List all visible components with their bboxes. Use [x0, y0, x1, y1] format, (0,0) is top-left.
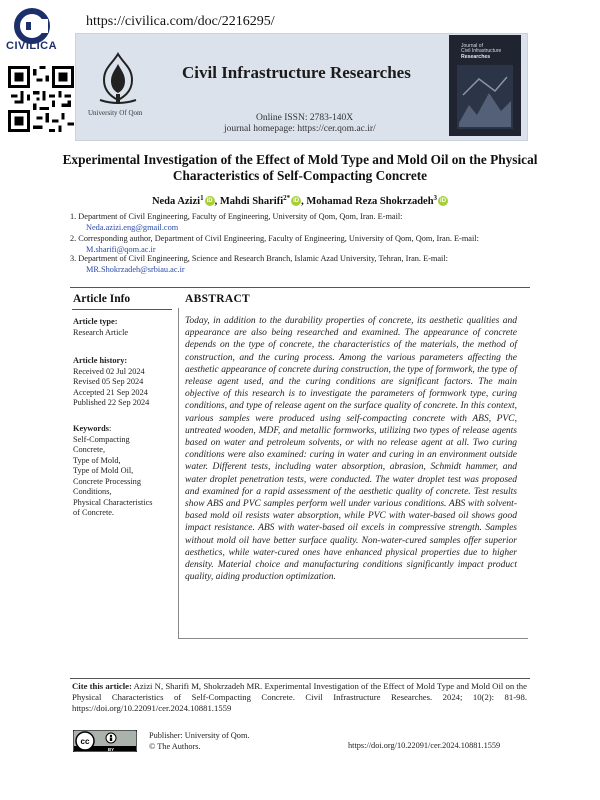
article-type: [73, 317, 128, 338]
keyword-item: Type of Mold,: [73, 455, 121, 465]
keywords: [73, 424, 153, 519]
author-list: Neda Azizi$^1$ iD , Mahdi Sharifi$^{2*}$ iD , Mohamad Reza Shokrzadeh$^3$ iD: [151, 194, 447, 207]
orcid-icon[interactable]: iD: [293, 198, 300, 204]
keywords-label: Keywords: [73, 424, 109, 433]
history-item: Revised 05 Sep 2024: [73, 377, 144, 386]
author-name: Mohamad Reza Shokrzadeh: [306, 196, 434, 207]
section-divider: [70, 287, 530, 288]
author-superscript: 2*: [283, 194, 291, 202]
source-url[interactable]: https://civilica.com/doc/2216295/: [86, 14, 275, 29]
citation-divider: [70, 678, 530, 679]
author-name: Mahdi Sharifi: [219, 196, 284, 207]
publisher-info: [149, 731, 249, 752]
article-history: [73, 356, 149, 409]
keywords-colon: :: [108, 424, 112, 433]
civilica-brand: CIVILICA: [6, 40, 58, 52]
orcid-icon[interactable]: iD: [440, 198, 447, 204]
citation-label: Cite this article:: [72, 681, 132, 691]
keyword-item: Physical Characteristics: [73, 497, 153, 507]
university-label: University Of Qom: [88, 109, 143, 117]
cover-line3: Researches: [461, 54, 491, 60]
article-info-divider: [72, 309, 172, 310]
civilica-logo-icon: [4, 6, 60, 62]
author-superscript: 3: [433, 194, 438, 202]
history-item: Received 02 Jul 2024: [73, 366, 145, 376]
keyword-item: of Concrete.: [73, 508, 115, 517]
qr-code-icon[interactable]: [8, 66, 74, 132]
cc-by-license-icon[interactable]: [73, 730, 137, 752]
author-superscript: 1: [200, 194, 204, 202]
journal-homepage[interactable]: journal homepage: https://cer.qom.ac.ir/: [224, 124, 376, 134]
cc-text: cc: [80, 737, 90, 746]
keyword-item: Concrete Processing: [73, 476, 141, 486]
history-item: Accepted 21 Sep 2024: [73, 387, 148, 397]
article-history-label: Article history:: [73, 356, 128, 365]
citation: [72, 681, 527, 714]
affiliation-email[interactable]: MR.Shokrzadeh@srbiau.ac.ir: [86, 264, 185, 274]
university-emblem-icon: [92, 50, 144, 108]
affiliation: [70, 234, 530, 255]
publisher: Publisher: University of Qom.: [149, 731, 250, 740]
journal-name: Civil Infrastructure Researches: [182, 63, 411, 82]
copyright: © The Authors.: [149, 741, 201, 751]
abstract-text: Today, in addition to the durability properties of concrete, its aesthetic qualities and appearance are also being researched and examined. The appearance of concrete depends on the type of concrete, the characteristics of the materials, the method of construction, and the curing process. Among the various parameters affecting the aesthetic appearance of concrete during construction, the type of formwork, the type of release agent used, and the curing conditions are significant factors. The main objective of this research is to investigate the parameters of formwork type, curing conditions, and type of release agent on the surface quality of concrete. In this context, various samples were produced using self-compacting concrete with ABS, PVC, untreated wooden, MDF, and metallic formworks, utilizing two types of release agents based on water and petroleum solvents, or with no release agent at all. Two curing conditions were also examined: curing in water and curing in an environment outside water. Different tests, including water absorption, abrasion, Schmidt hammer, and water droplet penetration tests, were conducted. The water droplet test was proposed and examined for a rapid assessment of the aesthetic quality of concrete. Test results show ABS and PVC samples perform well under various conditions. ABS with solvent-based mold oil resists water absorption, while PVC with water-based oil shows good impact resistance. ABS with water-based oil excels in compressive strength. Samples without mold oil have better surface quality. Non-water-cured samples offer superior aesthetics, while water-cured ones have enhanced physical properties due to higher density. Material choice and manufacturing conditions significantly impact product quality, aiding production optimization.: [185, 316, 517, 583]
affiliation: [70, 254, 530, 275]
article-type-value: Research Article: [73, 327, 129, 337]
affiliation-text: 1. Department of Civil Engineering, Faculty of Engineering, University of Qom, Qom, Iran. E-mail:: [70, 212, 403, 221]
keyword-item: Self-Compacting: [73, 434, 130, 444]
keyword-item: Type of Mold Oil,: [73, 466, 134, 475]
affiliation-email[interactable]: Neda.azizi.eng@gmail.com: [86, 222, 179, 232]
affiliation: [70, 212, 530, 233]
author-name: Neda Azizi: [151, 196, 201, 207]
abstract-heading: ABSTRACT: [185, 293, 251, 305]
keyword-item: Concrete,: [73, 445, 106, 454]
cover-line1: Journal of: [461, 43, 483, 49]
history-item: Published 22 Sep 2024: [73, 398, 150, 407]
affiliation-text: 2. Corresponding author, Department of Civil Engineering, Faculty of Engineering, University of Qom, Qom, Iran. E-mail:: [70, 234, 479, 243]
keyword-item: Conditions,: [73, 487, 112, 496]
article-title: Experimental Investigation of the Effect of Mold Type and Mold Oil on the Physical Characteristics of Self-Compacting Concrete: [62, 152, 538, 183]
affiliation-email[interactable]: M.sharifi@qom.ac.ir: [86, 244, 156, 254]
doi-link[interactable]: https://doi.org/10.22091/cer.2024.10881.1559: [348, 741, 501, 750]
article-info-heading: Article Info: [73, 293, 131, 305]
orcid-icon[interactable]: iD: [206, 198, 213, 204]
journal-issn: Online ISSN: 2783-140X: [256, 113, 354, 123]
affiliation-text: 3. Department of Civil Engineering, Science and Research Branch, Islamic Azad University, Tehran, Iran. E-mail:: [70, 254, 448, 263]
by-text: BY: [107, 747, 115, 752]
citation-text: Azizi N, Sharifi M, Shokrzadeh MR. Experimental Investigation of the Effect of Mold Type and Mold Oil on the Physical Characteristics of Self-Compacting Concrete. Civil Infrastructure Researches. 2024; 10(2): 81-98. https://doi.org/10.22091/cer.2024.10881.1559: [72, 681, 528, 713]
cover-line2: Civil Infrastructure: [461, 48, 502, 54]
article-type-label: Article type:: [73, 317, 118, 326]
